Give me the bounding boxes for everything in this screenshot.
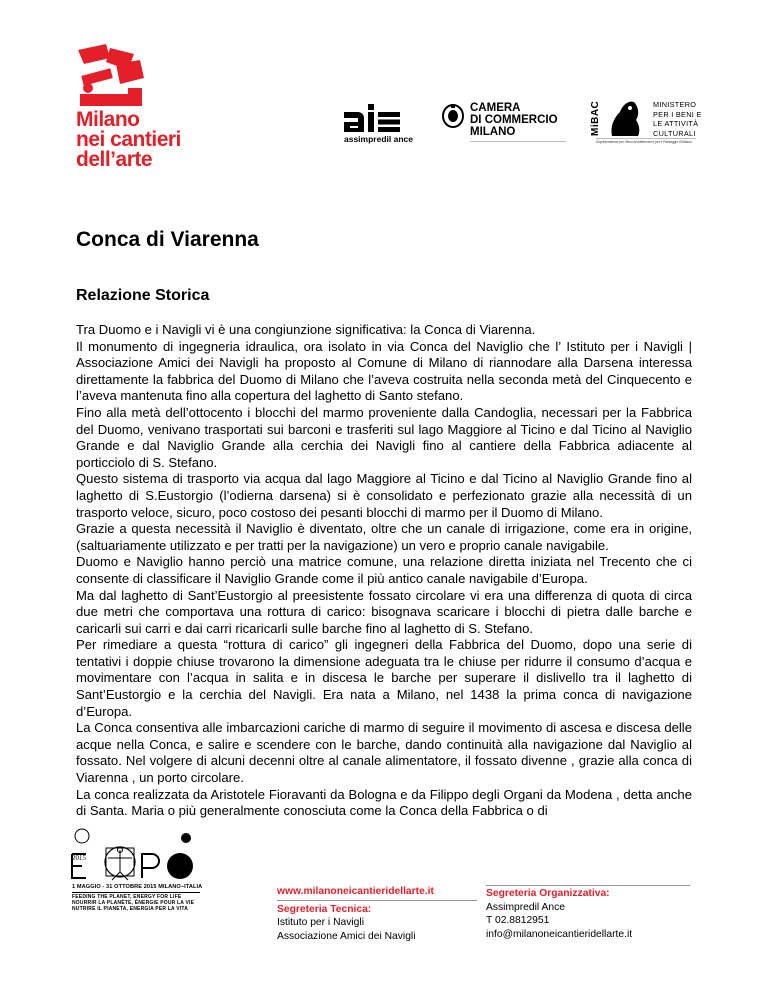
ministero-line-2: PER I BENI E: [653, 109, 702, 119]
org-email[interactable]: info@milanoneicantieridellarte.it: [486, 928, 633, 940]
camera-line-3: MILANO: [470, 126, 516, 138]
org-line: Assimpredil Ance: [486, 901, 565, 913]
paragraph: Ma dal laghetto di Sant’Eustorgio al preesistente fossato circolare vi era una differenza di quota di circa due metri che comportava una rottura di carico: bisognava scaricare i blocchi di pietra dalle barche e caricarli sui carri e dai carri ricaricarli sulle barche fino al laghetto di S. Stefano.: [76, 587, 692, 636]
tech-line: Associazione Amici dei Navigli: [277, 930, 416, 942]
ministero-divider: [596, 138, 696, 139]
footer-tech-column: [277, 885, 477, 943]
aie-logo: [344, 104, 408, 132]
mibac-vertical-label: MiBAC: [590, 100, 601, 136]
expo-year: 2015: [72, 854, 86, 862]
ministero-subtitle: Soprintendenza per i Beni Architettonici e per il Paesaggio di Milano: [596, 140, 692, 144]
footer-org-column: [486, 887, 632, 941]
camera-line-2: DI COMMERCIO: [470, 114, 558, 126]
paragraph: Duomo e Naviglio hanno perciò una matrice comune, una relazione diretta iniziata nel Trecento che ci consente di classificare il Naviglio Grande come il più antico canale navigabile d’Europa.: [76, 554, 692, 586]
expo-tagline: NUTRIRE IL PIANETA, ENERGIA PER LA VITA: [72, 906, 189, 912]
paragraph: Questo sistema di trasporto via acqua dal lago Maggiore al Ticino e dal Ticino al Naviglio Grande fino al laghetto di S.Eustorgio (l’odierna darsena) si è consolidato e perfezionato grazie alla necessità di un trasporto veloce, sicuro, poco costoso dei pesanti blocchi di marmo per il Duomo di Milano.: [76, 471, 692, 520]
expo-divider: [72, 892, 200, 893]
footer-rule: [277, 900, 477, 901]
website-link[interactable]: www.milanoneicantieridellarte.it: [277, 886, 434, 897]
paragraph: Fino alla metà dell’ottocento i blocchi del marmo proveniente dalla Candoglia, necessari per la Fabbrica del Duomo, venivano trasportati sui barconi e trasferiti sul lago Maggiore al Ticino e dal Ticino al Naviglio Grande e dal Naviglio Grande alla cerchia dei Navigli fino al cantiere della Fabbrica adiacente al porticciolo di S. Stefano.: [76, 404, 692, 470]
paragraph: La Conca consentiva alle imbarcazioni cariche di marmo di seguire il movimento di ascesa e discesa delle acque nella Conca, e salire e scendere con le barche, dando continuità alla navigazione dal Naviglio al fossato. Nel volgere di alcuni decenni oltre al canale alimentatore, il fossato divenne , grazie alla conca di Viarenna , un porto circolare.: [76, 720, 692, 786]
org-phone: T 02.8812951: [486, 915, 550, 926]
milano-logo-text: [76, 110, 181, 170]
camera-commercio-text: [470, 102, 558, 138]
camera-emblem-icon: [441, 103, 465, 129]
expo-taglines: [72, 894, 194, 912]
tech-line: Istituto per i Navigli: [277, 917, 364, 928]
paragraph: Per rimediare a questa “rottura di carico” gli ingegneri della Fabbrica del Duomo, dopo una serie di tentativi i doppie chiuse trovarono la dimensione adeguata tra le chiuse per ridurre il consumo d’acqua e movimentare con l’acqua in salita e in discesa le barche per superare il dislivello tra il laghetto di Sant’Eustorgio e la cerchia del Navigli. Era nata a Milano, nel 1438 la prima conca di navigazione d’Europa.: [76, 637, 692, 719]
section-heading: Relazione Storica: [76, 287, 210, 304]
ministero-emblem-icon: [604, 98, 644, 138]
expo-logo: [68, 826, 200, 882]
milano-logo-graphic: [76, 44, 156, 108]
body-text: [76, 322, 692, 820]
ministero-text: [653, 100, 702, 138]
paragraph: Tra Duomo e i Navigli vi è una congiunzione significativa: la Conca di Viarenna.: [76, 322, 536, 337]
page-title: Conca di Viarenna: [76, 228, 259, 251]
footer-org-rule: [486, 885, 690, 886]
logo-line-2: nei cantieri: [76, 128, 181, 151]
ministero-line-1: MINISTERO: [653, 100, 697, 109]
ministero-line-4: CULTURALI: [653, 128, 696, 138]
ministero-line-3: LE ATTIVITÀ: [653, 119, 699, 128]
paragraph: Grazie a questa necessità il Naviglio è diventato, oltre che un canale di irrigazione, come era in origine, (saltuariamente utilizzato e per tratti per la navigazione) un vero e proprio canale navigabile.: [76, 521, 692, 553]
paragraph: Il monumento di ingegneria idraulica, ora isolato in via Conca del Naviglio che l’ Istituto per i Navigli | Associazione Amici dei Navigli ha proposto al Comune di Milano di riannodare alla Darsena interessa direttamente la fabbrica del Duomo di Milano che l’aveva costruita nella seconda metà del Cinquecento e l’aveva mantenuta fino alla copertura del laghetto di Santo stefano.: [76, 338, 692, 404]
org-heading: Segreteria Organizzativa:: [486, 888, 610, 899]
aie-caption: assimpredil ance: [344, 134, 413, 144]
logo-line-3: dell’arte: [76, 148, 153, 171]
tech-heading: Segreteria Tecnica:: [277, 903, 372, 915]
camera-divider: [470, 141, 566, 142]
logo-line-1: Milano: [76, 108, 140, 131]
expo-dates: 1 MAGGIO - 31 OTTOBRE 2015 MILANO–ITALIA: [72, 884, 203, 890]
expo-tagline: NOURRIR LA PLANÈTE, ÉNERGIE POUR LA VIE: [72, 900, 195, 906]
camera-line-1: CAMERA: [470, 102, 521, 114]
expo-tagline: FEEDING THE PLANET, ENERGY FOR LIFE: [72, 894, 182, 900]
paragraph: La conca realizzata da Aristotele Fioravanti da Bologna e da Filippo degli Organi da Modena , detta anche di Santa. Maria o più generalmente conosciuta come la Conca della Fabbrica o di: [76, 786, 692, 819]
